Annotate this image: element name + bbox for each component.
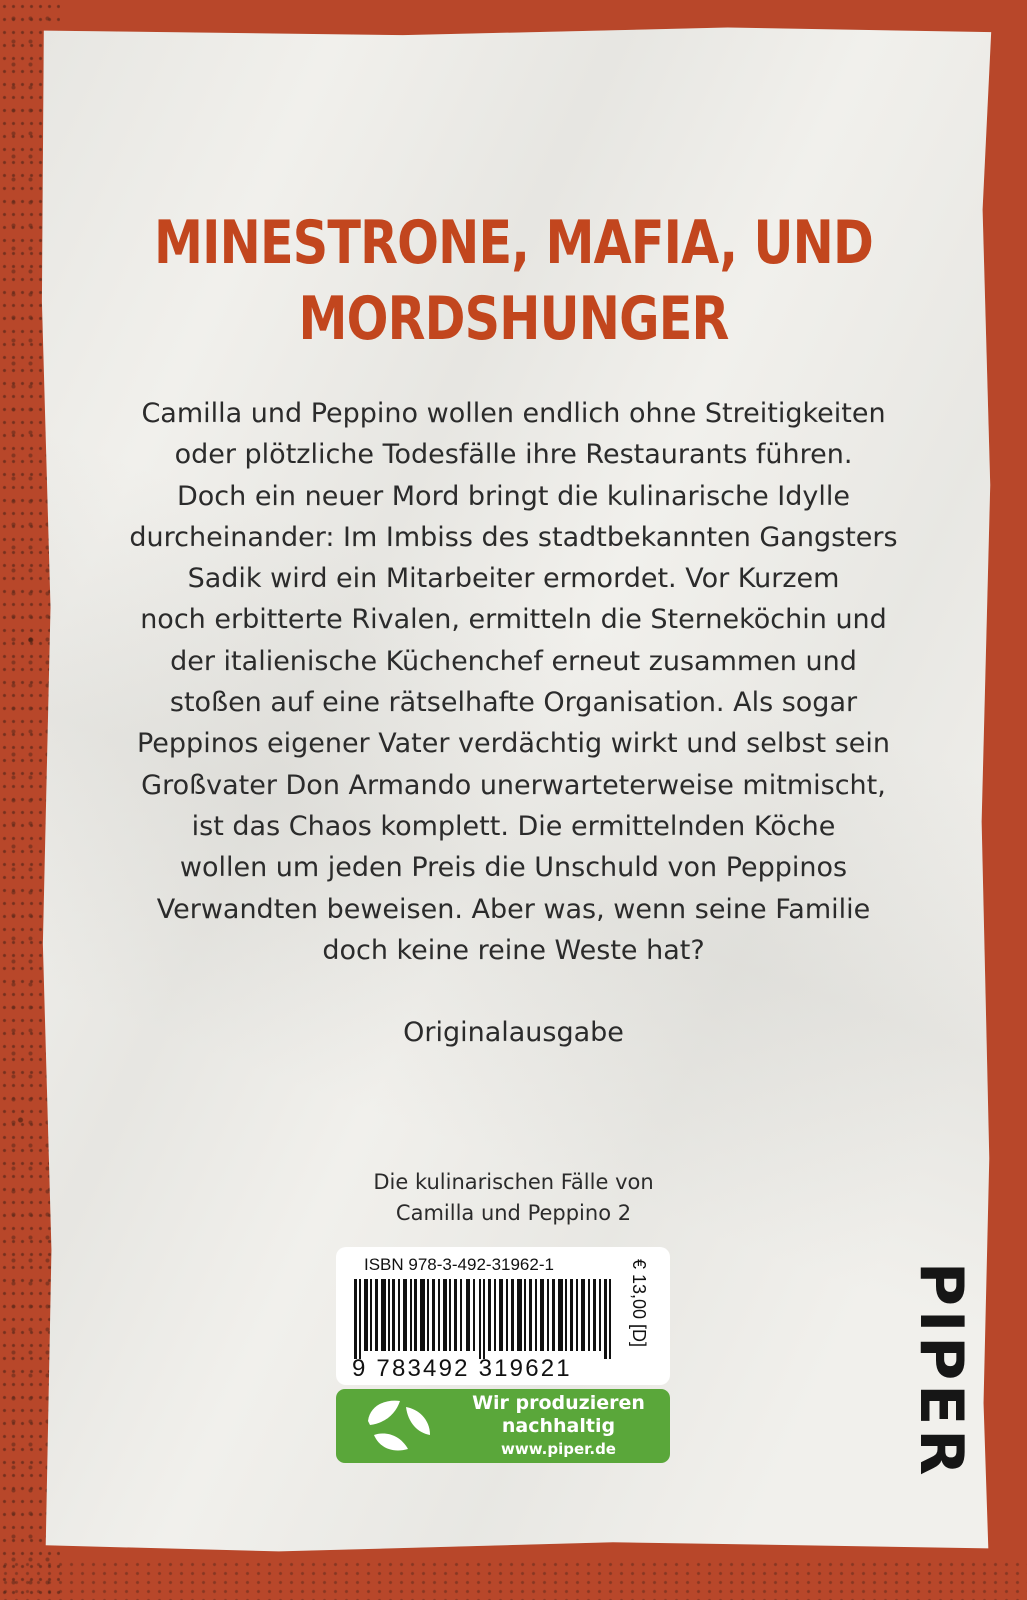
sustainability-badge [336,1389,670,1463]
publisher-name: PIPER [906,1262,976,1480]
sustainability-text [456,1392,661,1460]
title-line: MINESTRONE, MAFIA, UND [153,208,874,278]
blurb-line: Camilla und Peppino wollen endlich ohne Streitigkeiten [141,398,886,429]
blurb-line: oder plötzliche Todesfälle ihre Restaurants führen. [174,439,853,471]
barcode-panel [336,1247,670,1385]
blurb-line: stoßen auf eine rätselhafte Organisation. Als sogar [169,687,858,719]
blurb-line: wollen um jeden Preis die Unschuld von Peppinos [179,852,848,884]
publisher-url: www.piper.de [501,1440,616,1458]
series-line: Die kulinarischen Fälle von [373,1170,654,1194]
sustainability-line: nachhaltig [501,1415,616,1437]
grunge-texture-bottom [0,1560,1027,1600]
edition-label: Originalausgabe [403,1017,624,1048]
title-line: MORDSHUNGER [298,284,729,354]
blurb-line: Peppinos eigener Vater verdächtig wirkt und selbst sein [136,728,890,760]
blurb-line: Sadik wird ein Mitarbeiter ermordet. Vor Kurzem [187,563,840,595]
leaf-cycle-icon [360,1395,440,1457]
series-line: Camilla und Peppino 2 [395,1201,632,1225]
sustainability-line: Wir produzieren [472,1392,645,1414]
blurb-text [105,393,922,971]
barcode-icon [354,1279,612,1359]
isbn-number: ISBN 978-3-492-31962-1 [364,1255,554,1274]
blurb-line: der italienische Küchenchef erneut zusammen und [170,645,857,677]
blurb-line: ist das Chaos komplett. Die ermittelnden Köche [191,810,836,842]
blurb-line: Großvater Don Armando unerwarteterweise mitmischt, [141,769,886,801]
blurb-line: doch keine reine Weste hat? [322,934,705,966]
publisher-logo [906,1262,982,1480]
blurb-line: noch erbitterte Rivalen, ermitteln die Sterneköchin und [140,604,887,636]
ean-digits: 9 783492 319621 [352,1355,572,1382]
blurb-line: Doch ein neuer Mord bringt die kulinarische Idylle [176,480,851,512]
price-text: € 13,00 [D] [629,1259,649,1348]
blurb-line: Verwandten beweisen. Aber was, wenn seine Familie [156,893,871,925]
series-note [300,1167,727,1229]
book-title [142,205,886,357]
price-label [616,1259,666,1369]
blurb-line: durcheinander: Im Imbiss des stadtbekannten Gangsters [129,521,898,553]
